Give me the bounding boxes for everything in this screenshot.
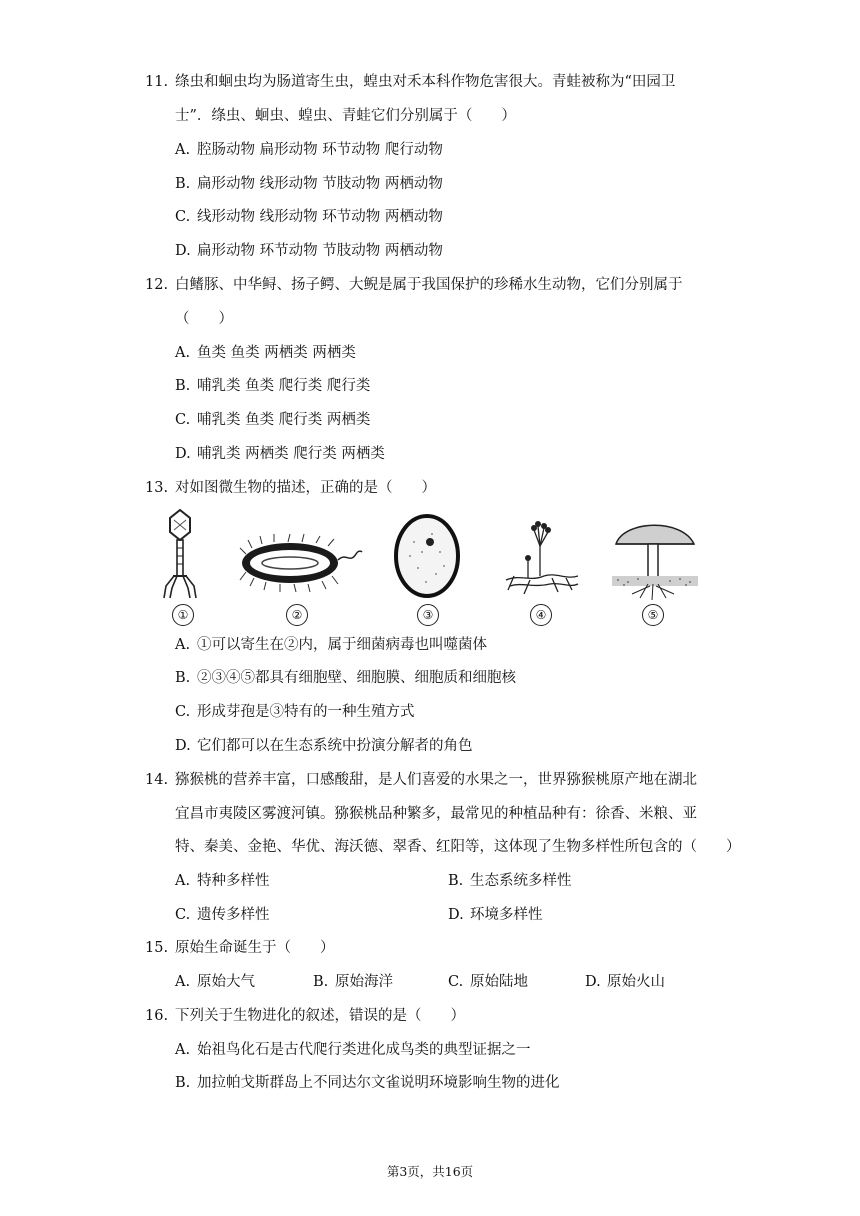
figure-label-2: ② (286, 604, 308, 626)
question-15-option-d: D. 原始火山 (585, 974, 665, 990)
question-16-number: 16. (145, 1008, 169, 1024)
question-14-option-c: C. 遗传多样性 (175, 907, 270, 923)
round-cell-illustration (392, 512, 462, 600)
mold-illustration (500, 516, 580, 596)
question-12-option-c: C. 哺乳类 鱼类 爬行类 两栖类 (175, 412, 371, 428)
question-11-stem-line-1: 绦虫和蛔虫均为肠道寄生虫，蝗虫对禾本科作物危害很大。青蛙被称为“田园卫 (175, 74, 676, 90)
question-14-number: 14. (145, 772, 169, 788)
question-14-option-a: A. 特种多样性 (175, 873, 270, 889)
question-14-option-d: D. 环境多样性 (448, 907, 543, 923)
question-14-option-b: B. 生态系统多样性 (448, 873, 572, 889)
question-15-option-b: B. 原始海洋 (313, 974, 393, 990)
question-14-stem-line-3: 特、秦美、金艳、华优、海沃德、翠香、红阳等，这体现了生物多样性所包含的（ ） (175, 839, 741, 855)
question-11-option-b: B. 扁形动物 线形动物 节肢动物 两栖动物 (175, 176, 443, 192)
page-footer: 第3页，共16页 (386, 1164, 474, 1179)
question-15-stem: 原始生命诞生于（ ） (175, 940, 335, 956)
question-15-option-c: C. 原始陆地 (448, 974, 528, 990)
question-14-stem-line-2: 宜昌市夷陵区雾渡河镇。猕猴桃品种繁多，最常见的种植品种有：徐香、米粮、亚 (175, 806, 697, 822)
figure-label-5: ⑤ (642, 604, 664, 626)
figure-label-1: ① (172, 604, 194, 626)
question-11-option-c: C. 线形动物 线形动物 环节动物 两栖动物 (175, 209, 443, 225)
question-12-number: 12. (145, 277, 169, 293)
microorganism-figure (160, 506, 700, 626)
question-12-option-b: B. 哺乳类 鱼类 爬行类 爬行类 (175, 378, 371, 394)
question-13-stem: 对如图微生物的描述，正确的是（ ） (175, 480, 436, 496)
question-13-option-d: D. 它们都可以在生态系统中扮演分解者的角色 (175, 738, 473, 754)
question-11-option-a: A. 腔肠动物 扁形动物 环节动物 爬行动物 (175, 142, 443, 158)
question-12-option-a: A. 鱼类 鱼类 两栖类 两栖类 (175, 345, 356, 361)
question-16-option-b: B. 加拉帕戈斯群岛上不同达尔文雀说明环境影响生物的进化 (175, 1075, 560, 1091)
question-16-stem: 下列关于生物进化的叙述，错误的是（ ） (175, 1008, 465, 1024)
question-11-stem-line-2: 士”．绦虫、蛔虫、蝗虫、青蛙它们分别属于（ ） (175, 108, 516, 124)
figure-label-4: ④ (530, 604, 552, 626)
mushroom-illustration (610, 514, 700, 604)
question-11-number: 11. (145, 74, 169, 90)
question-15-number: 15. (145, 940, 169, 956)
bacteriophage-illustration (160, 506, 200, 601)
question-12-stem-line-1: 白鳍豚、中华鲟、扬子鳄、大鲵是属于我国保护的珍稀水生动物，它们分别属于 (175, 277, 683, 293)
question-11-option-d: D. 扁形动物 环节动物 节肢动物 两栖动物 (175, 243, 443, 259)
question-13-number: 13. (145, 480, 169, 496)
question-13-option-b: B. ②③④⑤都具有细胞壁、细胞膜、细胞质和细胞核 (175, 670, 516, 686)
question-14-stem-line-1: 猕猴桃的营养丰富，口感酸甜，是人们喜爱的水果之一，世界猕猴桃原产地在湖北 (175, 772, 697, 788)
question-12-option-d: D. 哺乳类 两栖类 爬行类 两栖类 (175, 446, 385, 462)
bacterium-illustration (238, 534, 363, 594)
question-16-option-a: A. 始祖鸟化石是古代爬行类进化成鸟类的典型证据之一 (175, 1042, 531, 1058)
figure-label-3: ③ (417, 604, 439, 626)
question-13-option-c: C. 形成芽孢是③特有的一种生殖方式 (175, 704, 415, 720)
question-12-stem-line-2: （ ） (175, 311, 233, 327)
question-13-option-a: A. ①可以寄生在②内，属于细菌病毒也叫噬菌体 (175, 637, 487, 653)
question-15-option-a: A. 原始大气 (175, 974, 255, 990)
